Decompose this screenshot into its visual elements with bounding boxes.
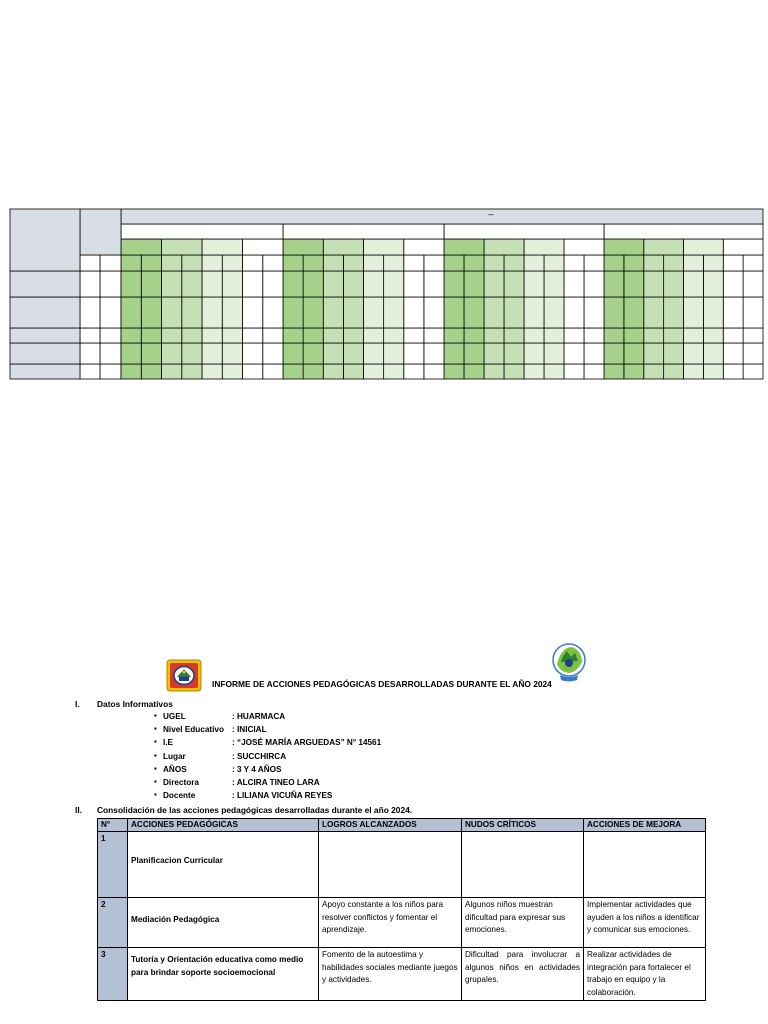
info-value: : HUARMACA bbox=[232, 712, 286, 721]
grid-cell bbox=[243, 328, 263, 343]
grid-sub-header bbox=[202, 239, 243, 255]
grid-row-label bbox=[10, 328, 80, 343]
grid-header-band bbox=[121, 209, 763, 224]
grid-group-header bbox=[121, 224, 283, 239]
row-nudos: Dificultad para involucrar a algunos niños en actividades grupales. bbox=[462, 948, 584, 1001]
grid-cell bbox=[684, 297, 704, 328]
consolidation-table bbox=[97, 818, 706, 1001]
grid-cell bbox=[584, 364, 604, 379]
grid-cell bbox=[80, 297, 100, 328]
grid-cell bbox=[162, 297, 182, 328]
grid-cell bbox=[263, 271, 283, 297]
grid-cell bbox=[624, 271, 644, 297]
grid-group-header bbox=[283, 224, 444, 239]
grid-cell bbox=[100, 364, 121, 379]
grid-cell bbox=[424, 343, 444, 364]
grid-sub-header bbox=[644, 239, 684, 255]
grid-cell bbox=[80, 328, 100, 343]
row-number: 3 bbox=[98, 948, 128, 1001]
grid-sub-header bbox=[364, 239, 404, 255]
grid-cell bbox=[80, 271, 100, 297]
grid-cell bbox=[584, 271, 604, 297]
grid-cell bbox=[604, 343, 624, 364]
grid-cell bbox=[404, 328, 424, 343]
grid-cell bbox=[504, 271, 524, 297]
grid-cell bbox=[121, 328, 141, 343]
grid-cell bbox=[222, 271, 242, 297]
grid-cell bbox=[664, 297, 684, 328]
grid-cell bbox=[182, 271, 202, 297]
info-row bbox=[154, 765, 514, 778]
grid-cell bbox=[584, 343, 604, 364]
info-row bbox=[154, 712, 514, 725]
grid-cell bbox=[444, 328, 464, 343]
grid-row-label bbox=[10, 343, 80, 364]
grid-cell bbox=[384, 364, 404, 379]
grid-cell bbox=[162, 343, 182, 364]
section-datos-informativos bbox=[75, 699, 475, 711]
grid-cell bbox=[684, 271, 704, 297]
grid-cell bbox=[564, 271, 584, 297]
grid-cell bbox=[323, 255, 343, 271]
grid-cell bbox=[484, 297, 504, 328]
grid-cell bbox=[684, 255, 704, 271]
grid-cell bbox=[584, 297, 604, 328]
grid-cell bbox=[384, 271, 404, 297]
grid-cell bbox=[424, 297, 444, 328]
grid-cell bbox=[222, 364, 242, 379]
grid-sub-header bbox=[121, 239, 162, 255]
grid-cell bbox=[162, 271, 182, 297]
grid-sub-header bbox=[243, 239, 284, 255]
empty-assessment-grid bbox=[0, 0, 768, 400]
grid-cell bbox=[464, 328, 484, 343]
bullet-icon: ▪ bbox=[154, 750, 157, 760]
grid-cell bbox=[723, 297, 743, 328]
grid-cell bbox=[100, 297, 121, 328]
grid-cell bbox=[80, 255, 100, 271]
grid-cell bbox=[723, 328, 743, 343]
grid-cell bbox=[544, 364, 564, 379]
grid-cell bbox=[464, 364, 484, 379]
grid-cell bbox=[243, 255, 263, 271]
grid-cell bbox=[684, 328, 704, 343]
table-row bbox=[98, 898, 706, 948]
grid-cell bbox=[283, 271, 303, 297]
grid-cell bbox=[364, 271, 384, 297]
grid-cell bbox=[202, 255, 222, 271]
bullet-icon: ▪ bbox=[154, 790, 157, 800]
grid-cell bbox=[464, 343, 484, 364]
grid-cell bbox=[504, 364, 524, 379]
grid-cell bbox=[182, 297, 202, 328]
grid-cell bbox=[404, 343, 424, 364]
grid-cell bbox=[584, 255, 604, 271]
grid-cell bbox=[624, 297, 644, 328]
grid-cell bbox=[162, 328, 182, 343]
grid-cell bbox=[424, 364, 444, 379]
info-value: : “JOSÉ MARÍA ARGUEDAS” N° 14561 bbox=[232, 738, 382, 748]
grid-cell bbox=[202, 271, 222, 297]
grid-header-mark: – bbox=[488, 209, 494, 219]
grid-cell bbox=[684, 343, 704, 364]
bullet-icon: ▪ bbox=[154, 724, 157, 734]
grid-cell bbox=[364, 328, 384, 343]
grid-row-label bbox=[10, 297, 80, 328]
row-logros: Fomento de la autoestima y habilidades sociales mediante juegos y actividades. bbox=[319, 948, 462, 1001]
ugel-seal-logo bbox=[551, 642, 587, 684]
grid-cell bbox=[323, 297, 343, 328]
info-value: : LILIANA VICUÑA REYES bbox=[232, 791, 333, 801]
grid-cell bbox=[243, 271, 263, 297]
grid-cell bbox=[703, 328, 723, 343]
grid-cell bbox=[243, 364, 263, 379]
grid-cell bbox=[182, 343, 202, 364]
grid-cell bbox=[544, 343, 564, 364]
grid-cell bbox=[100, 255, 121, 271]
section-number: II. bbox=[75, 805, 82, 815]
grid-cell bbox=[100, 271, 121, 297]
grid-cell bbox=[723, 271, 743, 297]
grid-cell bbox=[444, 364, 464, 379]
bullet-icon: ▪ bbox=[154, 777, 157, 786]
grid-cell bbox=[743, 364, 763, 379]
grid-cell bbox=[484, 328, 504, 343]
grid-cell bbox=[404, 297, 424, 328]
grid-cell bbox=[80, 343, 100, 364]
row-nudos: Algunos niños muestran dificultad para expresar sus emociones. bbox=[462, 898, 584, 948]
info-row bbox=[154, 725, 514, 738]
grid-cell bbox=[243, 343, 263, 364]
grid-sub-header bbox=[323, 239, 363, 255]
grid-cell bbox=[323, 364, 343, 379]
grid-cell bbox=[524, 343, 544, 364]
grid-cell bbox=[664, 255, 684, 271]
grid-cell bbox=[524, 271, 544, 297]
grid-group-header bbox=[444, 224, 604, 239]
row-accion: Planificacion Curricular bbox=[128, 832, 319, 898]
grid-cell bbox=[182, 364, 202, 379]
grid-cell bbox=[584, 328, 604, 343]
col-header-num: N° bbox=[98, 819, 128, 832]
grid-cell bbox=[121, 343, 141, 364]
grid-cell bbox=[323, 328, 343, 343]
grid-cell bbox=[182, 255, 202, 271]
grid-cell bbox=[564, 297, 584, 328]
grid-cell bbox=[644, 255, 664, 271]
grid-cell bbox=[404, 255, 424, 271]
grid-subheader bbox=[80, 209, 121, 255]
grid-cell bbox=[222, 255, 242, 271]
grid-cell bbox=[484, 364, 504, 379]
grid-cell bbox=[222, 328, 242, 343]
grid-cell bbox=[384, 255, 404, 271]
grid-cell bbox=[664, 328, 684, 343]
bullet-icon: ▪ bbox=[154, 711, 157, 720]
grid-cell bbox=[723, 343, 743, 364]
grid-cell bbox=[263, 328, 283, 343]
grid-group-header bbox=[604, 224, 763, 239]
grid-cell bbox=[723, 255, 743, 271]
col-header-acciones: ACCIONES PEDAGÓGICAS bbox=[128, 819, 319, 832]
grid-cell bbox=[743, 255, 763, 271]
grid-cell bbox=[243, 297, 263, 328]
grid-cell bbox=[384, 297, 404, 328]
grid-sub-header bbox=[524, 239, 564, 255]
grid-cell bbox=[444, 343, 464, 364]
row-mejora: Realizar actividades de integración para fortalecer el trabajo en equipo y la colaboración. bbox=[584, 948, 706, 1001]
grid-cell bbox=[544, 255, 564, 271]
section-number: I. bbox=[75, 699, 80, 709]
grid-cell bbox=[604, 364, 624, 379]
grid-cell bbox=[202, 328, 222, 343]
row-number: 1 bbox=[98, 832, 128, 898]
grid-cell bbox=[624, 343, 644, 364]
grid-cell bbox=[404, 364, 424, 379]
grid-cell bbox=[644, 297, 664, 328]
grid-cell bbox=[544, 297, 564, 328]
grid-cell bbox=[303, 343, 323, 364]
grid-cell bbox=[424, 255, 444, 271]
grid-cell bbox=[544, 271, 564, 297]
grid-cell bbox=[283, 343, 303, 364]
grid-cell bbox=[703, 343, 723, 364]
col-header-nudos: NUDOS CRÍTICOS bbox=[462, 819, 584, 832]
grid-cell bbox=[343, 297, 363, 328]
row-mejora: Implementar actividades que ayuden a los niños a identificar y comunicar sus emociones. bbox=[584, 898, 706, 948]
grid-cell bbox=[604, 255, 624, 271]
grid-cell bbox=[121, 271, 141, 297]
grid-cell bbox=[604, 328, 624, 343]
grid-cell bbox=[364, 255, 384, 271]
grid-cell bbox=[524, 328, 544, 343]
grid-cell bbox=[263, 255, 283, 271]
grid-cell bbox=[343, 328, 363, 343]
grid-cell bbox=[323, 343, 343, 364]
grid-cell bbox=[222, 297, 242, 328]
grid-cell bbox=[424, 328, 444, 343]
row-logros: Apoyo constante a los niños para resolver conflictos y fomentar el aprendizaje. bbox=[319, 898, 462, 948]
grid-cell bbox=[303, 297, 323, 328]
grid-cell bbox=[504, 328, 524, 343]
grid-cell bbox=[564, 364, 584, 379]
row-logros bbox=[319, 832, 462, 898]
bullet-icon: ▪ bbox=[154, 737, 157, 747]
row-number: 2 bbox=[98, 898, 128, 948]
info-row bbox=[154, 791, 514, 804]
grid-cell bbox=[121, 297, 141, 328]
grid-sub-header bbox=[162, 239, 203, 255]
grid-sub-header bbox=[283, 239, 323, 255]
grid-cell bbox=[464, 271, 484, 297]
grid-cell bbox=[384, 328, 404, 343]
grid-cell bbox=[364, 343, 384, 364]
grid-cell bbox=[343, 343, 363, 364]
grid-cell bbox=[141, 255, 161, 271]
grid-cell bbox=[141, 271, 161, 297]
row-accion: Mediación Pedagógica bbox=[128, 898, 319, 948]
info-label: Nivel Educativo bbox=[163, 725, 224, 735]
grid-cell bbox=[524, 255, 544, 271]
grid-cell bbox=[564, 343, 584, 364]
info-label: Docente bbox=[163, 791, 196, 801]
grid-cell bbox=[484, 343, 504, 364]
grid-cell bbox=[263, 364, 283, 379]
grid-cell bbox=[202, 364, 222, 379]
grid-cell bbox=[141, 297, 161, 328]
school-crest-logo bbox=[166, 659, 202, 692]
grid-cell bbox=[644, 343, 664, 364]
bullet-icon: ▪ bbox=[154, 763, 157, 773]
grid-cell bbox=[624, 364, 644, 379]
grid-cell bbox=[464, 255, 484, 271]
grid-cell bbox=[524, 364, 544, 379]
info-row bbox=[154, 752, 514, 765]
info-value: : 3 Y 4 AÑOS bbox=[232, 764, 282, 774]
grid-cell bbox=[504, 297, 524, 328]
report-title: INFORME DE ACCIONES PEDAGÓGICAS DESARROLLADAS DURANTE EL AÑO 2024 bbox=[212, 679, 552, 689]
table-row bbox=[98, 832, 706, 898]
grid-cell bbox=[703, 271, 723, 297]
grid-cell bbox=[743, 343, 763, 364]
grid-cell bbox=[364, 364, 384, 379]
grid-cell bbox=[283, 297, 303, 328]
grid-sub-header bbox=[564, 239, 604, 255]
grid-cell bbox=[202, 297, 222, 328]
grid-cell bbox=[644, 364, 664, 379]
grid-cell bbox=[444, 255, 464, 271]
grid-cell bbox=[703, 297, 723, 328]
grid-cell bbox=[504, 343, 524, 364]
grid-cell bbox=[283, 255, 303, 271]
grid-cell bbox=[100, 343, 121, 364]
table-row bbox=[98, 948, 706, 1001]
grid-cell bbox=[384, 343, 404, 364]
info-row bbox=[154, 738, 514, 751]
grid-cell bbox=[703, 364, 723, 379]
grid-cell bbox=[743, 297, 763, 328]
grid-sub-header bbox=[444, 239, 484, 255]
grid-sub-header bbox=[484, 239, 524, 255]
section-heading: Datos Informativos bbox=[97, 699, 173, 709]
info-label: Directora bbox=[163, 778, 199, 787]
section-heading: Consolidación de las acciones pedagógicas desarrolladas durante el año 2024. bbox=[97, 805, 413, 815]
row-accion: Tutoría y Orientación educativa como medio para brindar soporte socioemocional bbox=[128, 948, 319, 1001]
grid-cell bbox=[484, 255, 504, 271]
grid-row-label bbox=[10, 271, 80, 297]
grid-cell bbox=[141, 364, 161, 379]
grid-cell bbox=[644, 271, 664, 297]
info-value: : INICIAL bbox=[232, 725, 267, 735]
grid-cell bbox=[664, 343, 684, 364]
grid-cell bbox=[263, 297, 283, 328]
grid-cell bbox=[664, 271, 684, 297]
info-row bbox=[154, 778, 514, 791]
grid-cell bbox=[182, 328, 202, 343]
grid-sub-header bbox=[604, 239, 644, 255]
grid-cell bbox=[544, 328, 564, 343]
grid-cell bbox=[564, 328, 584, 343]
grid-cell bbox=[222, 343, 242, 364]
table-header-row bbox=[98, 819, 706, 832]
grid-cell bbox=[121, 364, 141, 379]
grid-cell bbox=[524, 297, 544, 328]
grid-cell bbox=[743, 271, 763, 297]
grid-cell bbox=[644, 328, 664, 343]
grid-cell bbox=[564, 255, 584, 271]
grid-cell bbox=[323, 271, 343, 297]
grid-cell bbox=[624, 328, 644, 343]
col-header-logros: LOGROS ALCANZADOS bbox=[319, 819, 462, 832]
grid-cell bbox=[604, 297, 624, 328]
grid-cell bbox=[162, 255, 182, 271]
row-mejora bbox=[584, 832, 706, 898]
grid-cell bbox=[604, 271, 624, 297]
info-label: Lugar bbox=[163, 751, 186, 761]
col-header-mejora: ACCIONES DE MEJORA bbox=[584, 819, 706, 832]
grid-cell bbox=[703, 255, 723, 271]
grid-cell bbox=[484, 271, 504, 297]
grid-cell bbox=[343, 364, 363, 379]
grid-cell bbox=[303, 271, 323, 297]
info-label: UGEL bbox=[163, 712, 186, 721]
grid-cell bbox=[743, 328, 763, 343]
grid-cell bbox=[121, 255, 141, 271]
info-label: I.E bbox=[163, 738, 174, 748]
grid-cell bbox=[684, 364, 704, 379]
grid-cell bbox=[162, 364, 182, 379]
grid-sub-header bbox=[404, 239, 444, 255]
grid-cell bbox=[723, 364, 743, 379]
grid-cell bbox=[343, 271, 363, 297]
grid-cell bbox=[100, 328, 121, 343]
grid-cell bbox=[624, 255, 644, 271]
grid-cell bbox=[303, 328, 323, 343]
grid-cell bbox=[141, 328, 161, 343]
row-nudos bbox=[462, 832, 584, 898]
grid-cell bbox=[303, 364, 323, 379]
grid-cell bbox=[464, 297, 484, 328]
grid-cell bbox=[202, 343, 222, 364]
info-value: : ALCIRA TINEO LARA bbox=[232, 778, 320, 787]
grid-sub-header bbox=[684, 239, 724, 255]
info-label: AÑOS bbox=[163, 764, 187, 774]
grid-label-header bbox=[10, 209, 80, 271]
grid-cell bbox=[343, 255, 363, 271]
grid-cell bbox=[303, 255, 323, 271]
grid-cell bbox=[80, 364, 100, 379]
grid-cell bbox=[444, 271, 464, 297]
grid-cell bbox=[504, 255, 524, 271]
grid-cell bbox=[141, 343, 161, 364]
grid-cell bbox=[444, 297, 464, 328]
grid-cell bbox=[424, 271, 444, 297]
grid-cell bbox=[283, 364, 303, 379]
grid-sub-header bbox=[723, 239, 763, 255]
grid-cell bbox=[404, 271, 424, 297]
grid-cell bbox=[263, 343, 283, 364]
grid-cell bbox=[664, 364, 684, 379]
grid-cell bbox=[364, 297, 384, 328]
grid-cell bbox=[283, 328, 303, 343]
grid-row-label bbox=[10, 364, 80, 379]
info-value: : SUCCHIRCA bbox=[232, 751, 287, 761]
section-consolidacion bbox=[75, 805, 575, 817]
